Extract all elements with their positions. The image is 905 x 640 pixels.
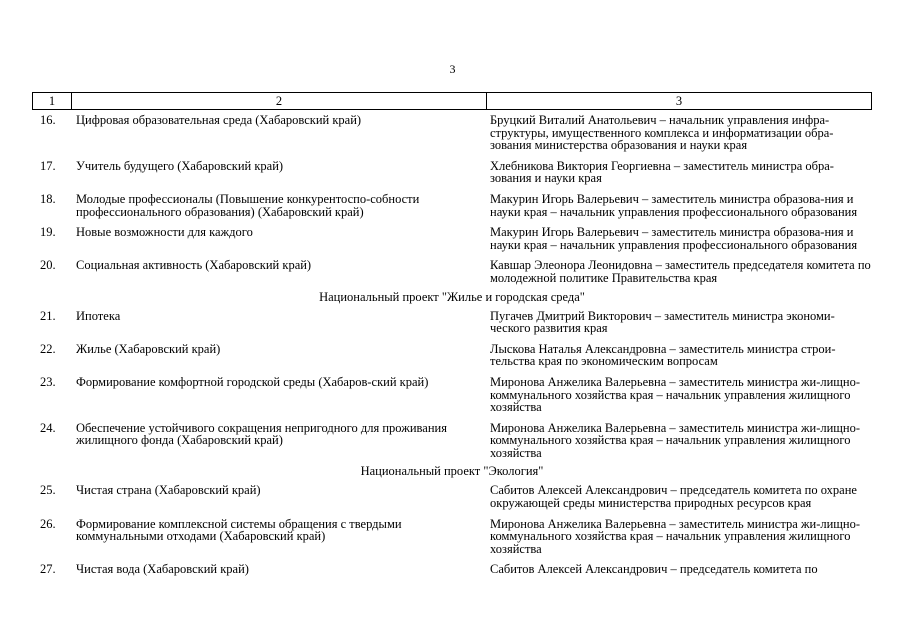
row-number: 18. [40, 191, 56, 206]
table-row [32, 422, 872, 460]
responsible-person: Миронова Анжелика Валерьевна – заместитель министра жи-лищно-коммунального хозяйства края – начальник управления жилищного хозяйства [490, 516, 861, 556]
responsible-person: Кавшар Элеонора Леонидовна – заместитель председателя комитета по молодежной политике Правительства края [490, 258, 871, 285]
row-number: 24. [40, 420, 56, 435]
row-number: 26. [40, 516, 56, 531]
table-row [32, 310, 872, 335]
table-row [32, 259, 872, 284]
row-number: 16. [40, 113, 56, 127]
project-name: Ипотека [76, 308, 121, 323]
project-name: Формирование комфортной городской среды (Хабаров-ский край) [76, 374, 429, 389]
project-name: Чистая вода (Хабаровский край) [76, 562, 249, 577]
table-row [32, 563, 872, 576]
project-name: Учитель будущего (Хабаровский край) [76, 158, 284, 173]
table-row [32, 114, 872, 152]
section-heading: Национальный проект "Экология" [360, 464, 544, 479]
project-name: Новые возможности для каждого [76, 225, 253, 240]
responsible-person: Бруцкий Виталий Анатольевич – начальник управления инфра-структуры, имущественного комплекса и информатизации обра-зования министерства образования и науки края [490, 113, 834, 153]
row-number: 19. [40, 225, 56, 240]
table-body [32, 114, 872, 584]
row-number: 21. [40, 308, 56, 323]
table-row [32, 343, 872, 368]
header-col-3: 3 [675, 94, 683, 108]
responsible-person: Сабитов Алексей Александрович – председатель комитета по [490, 562, 818, 577]
row-number: 17. [40, 158, 56, 173]
responsible-person: Миронова Анжелика Валерьевна – заместитель министра жи-лищно-коммунального хозяйства края – начальник управления жилищного хозяйства [490, 420, 861, 460]
row-number: 27. [40, 562, 56, 577]
project-name: Социальная активность (Хабаровский край) [76, 258, 312, 273]
responsible-person: Макурин Игорь Валерьевич – заместитель министра образова-ния и науки края – начальник управления профессионального образования [490, 225, 858, 252]
table-row [32, 226, 872, 251]
project-name: Жилье (Хабаровский край) [76, 341, 221, 356]
responsible-person: Сабитов Алексей Александрович – председатель комитета по охране окружающей среды министерства природных ресурсов края [490, 483, 857, 511]
project-name: Обеспечение устойчивого сокращения непригодного для проживания жилищного фонда (Хабаровский край) [76, 420, 447, 448]
responsible-person: Миронова Анжелика Валерьевна – заместитель министра жи-лищно-коммунального хозяйства края – начальник управления жилищного хозяйства [490, 374, 861, 415]
header-col-1: 1 [33, 93, 72, 109]
section-heading: Национальный проект "Жилье и городская среда" [319, 289, 585, 304]
row-number: 22. [40, 341, 56, 356]
row-number: 23. [40, 374, 56, 389]
table-row [32, 193, 872, 218]
responsible-person: Лыскова Наталья Александровна – заместитель министра строи-тельства края по экономическим вопросам [490, 341, 836, 369]
table-header [32, 92, 872, 110]
responsible-person: Макурин Игорь Валерьевич – заместитель министра образова-ния и науки края – начальник управления профессионального образования [490, 191, 858, 219]
table-row [32, 484, 872, 509]
project-name: Цифровая образовательная среда (Хабаровский край) [76, 113, 362, 127]
responsible-person: Хлебникова Виктория Георгиевна – заместитель министра обра-зования и науки края [490, 158, 834, 186]
responsible-person: Пугачев Дмитрий Викторович – заместитель министра экономи-ческого развития края [490, 308, 835, 336]
table-row [32, 376, 872, 414]
page-number: 3 [449, 62, 456, 76]
row-number: 20. [40, 258, 56, 273]
header-col-2: 2 [72, 93, 487, 109]
project-name: Чистая страна (Хабаровский край) [76, 483, 261, 498]
project-name: Формирование комплексной системы обращения с твердыми коммунальными отходами (Хабаровский край) [76, 516, 402, 544]
row-number: 25. [40, 483, 56, 498]
table-row [32, 160, 872, 185]
project-name: Молодые профессионалы (Повышение конкурентоспо-собности профессионального образования) (Хабаровский край) [76, 191, 420, 219]
table-row [32, 518, 872, 556]
